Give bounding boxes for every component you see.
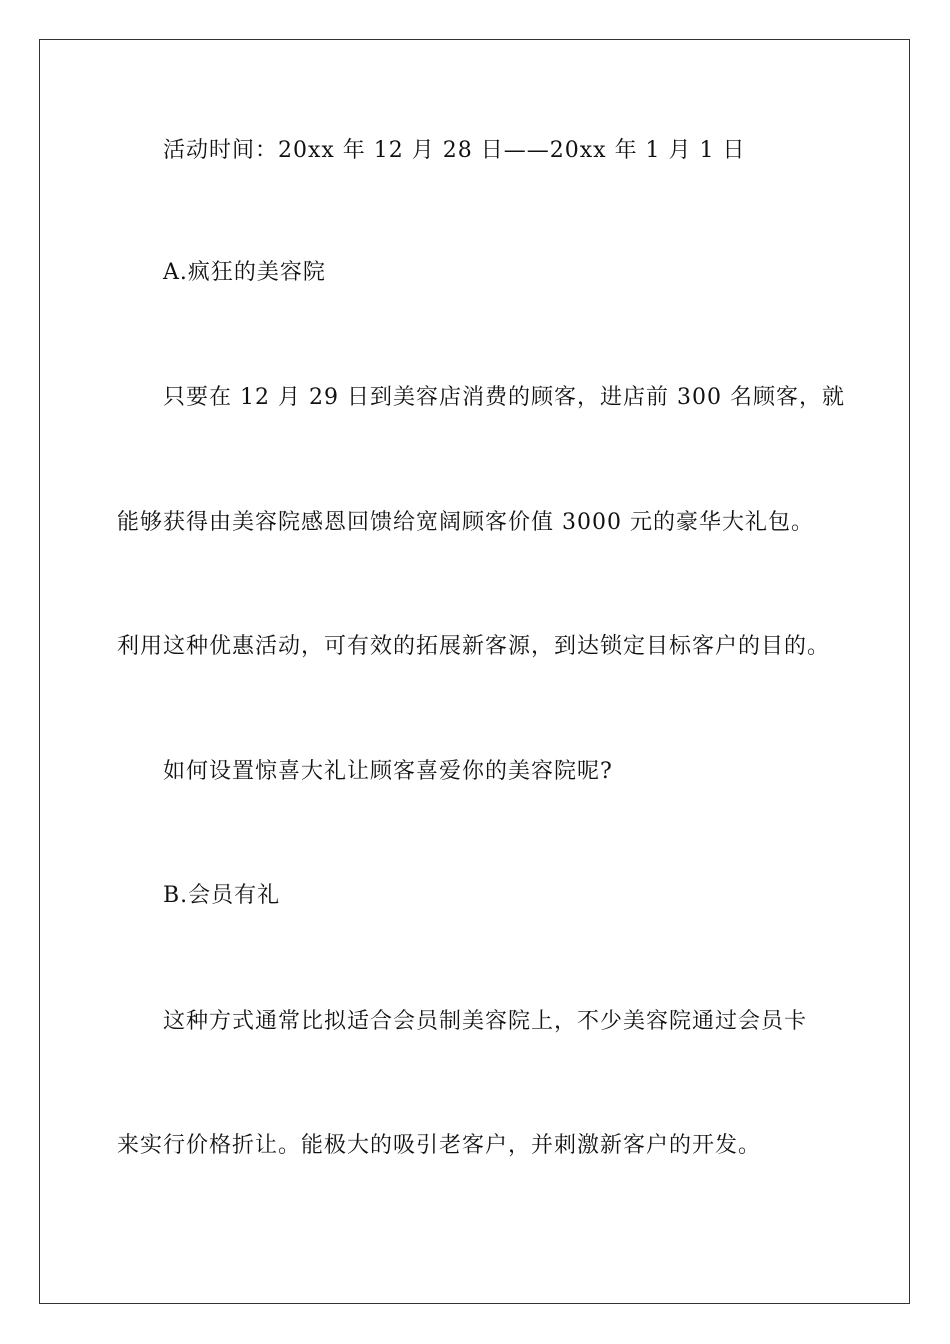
page-border: [39, 39, 910, 1304]
paragraph-a-line-3: 利用这种优惠活动，可有效的拓展新客源，到达锁定目标客户的目的。: [117, 634, 831, 659]
paragraph-a-line-1: 只要在 12 月 29 日到美容店消费的顾客，进店前 300 名顾客，就: [163, 385, 845, 410]
paragraph-b-line-2: 来实行价格折让。能极大的吸引老客户，并刺激新客户的开发。: [117, 1133, 762, 1158]
paragraph-b-line-1: 这种方式通常比拟适合会员制美容院上，不少美容院通过会员卡: [163, 1009, 808, 1034]
section-b-heading: B.会员有礼: [163, 883, 281, 908]
section-a-heading: A.疯狂的美容院: [163, 260, 326, 285]
question-line: 如何设置惊喜大礼让顾客喜爱你的美容院呢?: [163, 759, 613, 784]
activity-time-line: 活动时间：20xx 年 12 月 28 日——20xx 年 1 月 1 日: [163, 138, 746, 163]
paragraph-a-line-2: 能够获得由美容院感恩回馈给宽阔顾客价值 3000 元的豪华大礼包。: [117, 510, 814, 535]
